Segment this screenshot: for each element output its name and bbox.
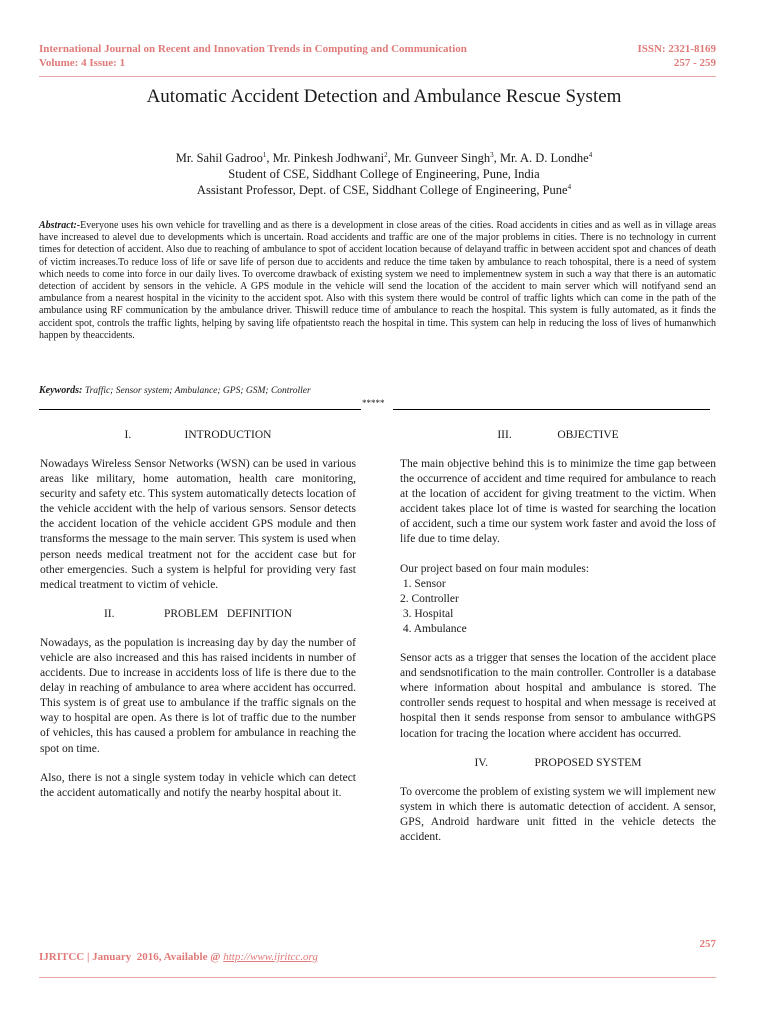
separator-rule-right bbox=[393, 409, 710, 410]
journal-pages: 257 - 259 bbox=[673, 57, 716, 69]
author-3-sup: 3 bbox=[490, 150, 494, 159]
author-block bbox=[0, 150, 768, 198]
section-title: PROPOSED SYSTEM bbox=[534, 756, 642, 769]
section-title: PROBLEM DEFINITION bbox=[163, 607, 293, 620]
section-number: II. bbox=[103, 607, 115, 620]
journal-volume: Volume: 4 Issue: 1 bbox=[39, 57, 126, 69]
abstract bbox=[39, 220, 716, 342]
section-number: I. bbox=[124, 429, 132, 441]
affiliation-1: Student of CSE, Siddhant College of Engineering, Pune, India bbox=[228, 167, 540, 181]
list-item: 4. Ambulance bbox=[400, 622, 467, 635]
journal-issn: ISSN: 2321-8169 bbox=[637, 43, 716, 55]
objective-paragraph-2: Sensor acts as a trigger that senses the location of the accident place and sendsnotification to the main controller. Controller is a database where information about hospital and ambulance is stored. The controller sends request to hospital and when message is received at hospital then it sends response from sensor to ambulance withGPS location for tracing the location where accident has occurred. bbox=[400, 652, 716, 740]
footer-rule bbox=[39, 977, 716, 978]
paper-title: Automatic Accident Detection and Ambulance Rescue System bbox=[146, 86, 622, 107]
keywords-text: Traffic; Sensor system; Ambulance; GPS; GSM; Controller bbox=[84, 386, 311, 396]
author-1-sup: 1 bbox=[262, 150, 267, 159]
affiliation-2-sup: 4 bbox=[567, 182, 572, 191]
problem-paragraph-2: Also, there is not a single system today in vehicle which can detect the accident automatically and notify the nearby hospital about it. bbox=[40, 771, 356, 799]
separator-rule-left bbox=[39, 409, 361, 410]
abstract-label: Abstract:- bbox=[39, 220, 81, 231]
journal-name: International Journal on Recent and Innovation Trends in Computing and Communication bbox=[39, 43, 467, 55]
section-heading-proposed-system bbox=[400, 756, 716, 771]
footer-link[interactable]: http://www.ijritcc.org bbox=[223, 951, 318, 963]
section-number: III. bbox=[497, 429, 512, 441]
author-1: Mr. Sahil Gadroo bbox=[175, 151, 263, 165]
problem-paragraph-1: Nowadays, as the population is increasing day by day the number of vehicle are also increased and this has raised incidents in number of accidents. Due to increase in accidents loss of life is there due to the delay in reaching of ambulance to area where accident has occurred. This system is of great use to ambulance if the traffic signals on the way to hospital are open. As there is lot of traffic due to the number of vehicles, this has caused a problem for ambulance in reaching the spot on time. bbox=[40, 636, 356, 755]
author-line bbox=[0, 150, 768, 166]
separator-stars: ***** bbox=[362, 398, 385, 408]
modules-intro: Our project based on four main modules: bbox=[400, 562, 590, 575]
footer bbox=[39, 951, 318, 963]
section-number: IV. bbox=[474, 756, 488, 769]
affiliation-2-line bbox=[0, 182, 768, 198]
objective-paragraph-1: The main objective behind this is to minimize the time gap between the occurrence of accident and time required for ambulance to reach at the location of accident for giving treatment to the victim. When accident takes place lot of time is wasted for searching the location of accident, such a time our system work faster and avoid the loss of life due to time delay. bbox=[400, 458, 716, 546]
right-column bbox=[400, 428, 716, 845]
keywords-label: Keywords: bbox=[39, 385, 83, 396]
section-title: INTRODUCTION bbox=[184, 429, 272, 441]
header-rule bbox=[39, 76, 716, 77]
affiliation-2: Assistant Professor, Dept. of CSE, Siddhant College of Engineering, Pune bbox=[196, 183, 568, 197]
journal-issn-block bbox=[637, 42, 716, 70]
section-heading-objective bbox=[400, 428, 716, 443]
left-column bbox=[40, 428, 356, 801]
list-item: 1. Sensor bbox=[400, 577, 446, 590]
footer-text: IJRITCC | January 2016, Available @ bbox=[39, 951, 224, 963]
section-heading-problem-definition bbox=[40, 607, 356, 622]
author-4-sup: 4 bbox=[588, 150, 593, 159]
author-2: , Mr. Pinkesh Jodhwani bbox=[266, 151, 385, 165]
abstract-text: Everyone uses his own vehicle for travelling and as there is a development in close areas of the cities. Road accidents in cities and as well as in village areas have increased to alevel due to developments which is uncertain. Road accidents and traffic are one of the major problems in cities. There is no technology in current times for detection of accident. Also due to reaching of ambulance to spot of accident location because of delayand traffic in between accident spot and chances of death of victim increases.To reduce loss of life or save life of person due to accidents and reduce the time taken by ambulance to reach tohospital, there is a need of system which needs to come into force in our daily lives. To overcome drawback of existing system we need to implementnew system in such a way that there is an automatic detection of accident by sensors in the vehicle. A GPS module in the vehicle will send the location of the accident to main server which will notifyand send an ambulance from a nearest hospital in the vicinity to the accident spot. Also with this system there would be control of traffic lights which can come in the path of the ambulance using RF communication by the ambulance driver. Thiswill reduce time of ambulance to reach the hospital. This system is fully automated, as it finds the accident spot, controls the traffic lights, helping by saving life ofpatientsto reach the hospital in time. This system can help in reducing the loss of lives of humanwhich happen by theaccidents. bbox=[39, 220, 716, 341]
page-number: 257 bbox=[699, 938, 716, 950]
section-heading-introduction bbox=[40, 428, 356, 443]
list-item: 3. Hospital bbox=[400, 607, 454, 620]
section-title: OBJECTIVE bbox=[557, 429, 619, 441]
introduction-paragraph: Nowadays Wireless Sensor Networks (WSN) can be used in various areas like military, home automation, health care monitoring, security and safety etc. This system automatically detects location of the vehicle accident with the help of various sensors. Sensor detects the accident location of the vehicle accident GPS module and then transforms the message to the main server. This system is used when person needs medical treatment not for the accident case but for other emergencies. Such a system is helpful for providing very fast medical treatment to victim of vehicle. bbox=[40, 458, 356, 591]
keywords bbox=[39, 385, 716, 397]
modules-list bbox=[400, 577, 716, 637]
author-2-sup: 2 bbox=[384, 150, 388, 159]
journal-header bbox=[39, 42, 467, 70]
author-4: , Mr. A. D. Londhe bbox=[493, 151, 589, 165]
list-item: 2. Controller bbox=[400, 592, 459, 605]
proposed-paragraph: To overcome the problem of existing system we will implement new system in which there is automatic detection of accident. A sensor, GPS, Android hardware unit fitted in the vehicle detects the accident. bbox=[400, 785, 717, 843]
author-3: , Mr. Gunveer Singh bbox=[387, 151, 491, 165]
